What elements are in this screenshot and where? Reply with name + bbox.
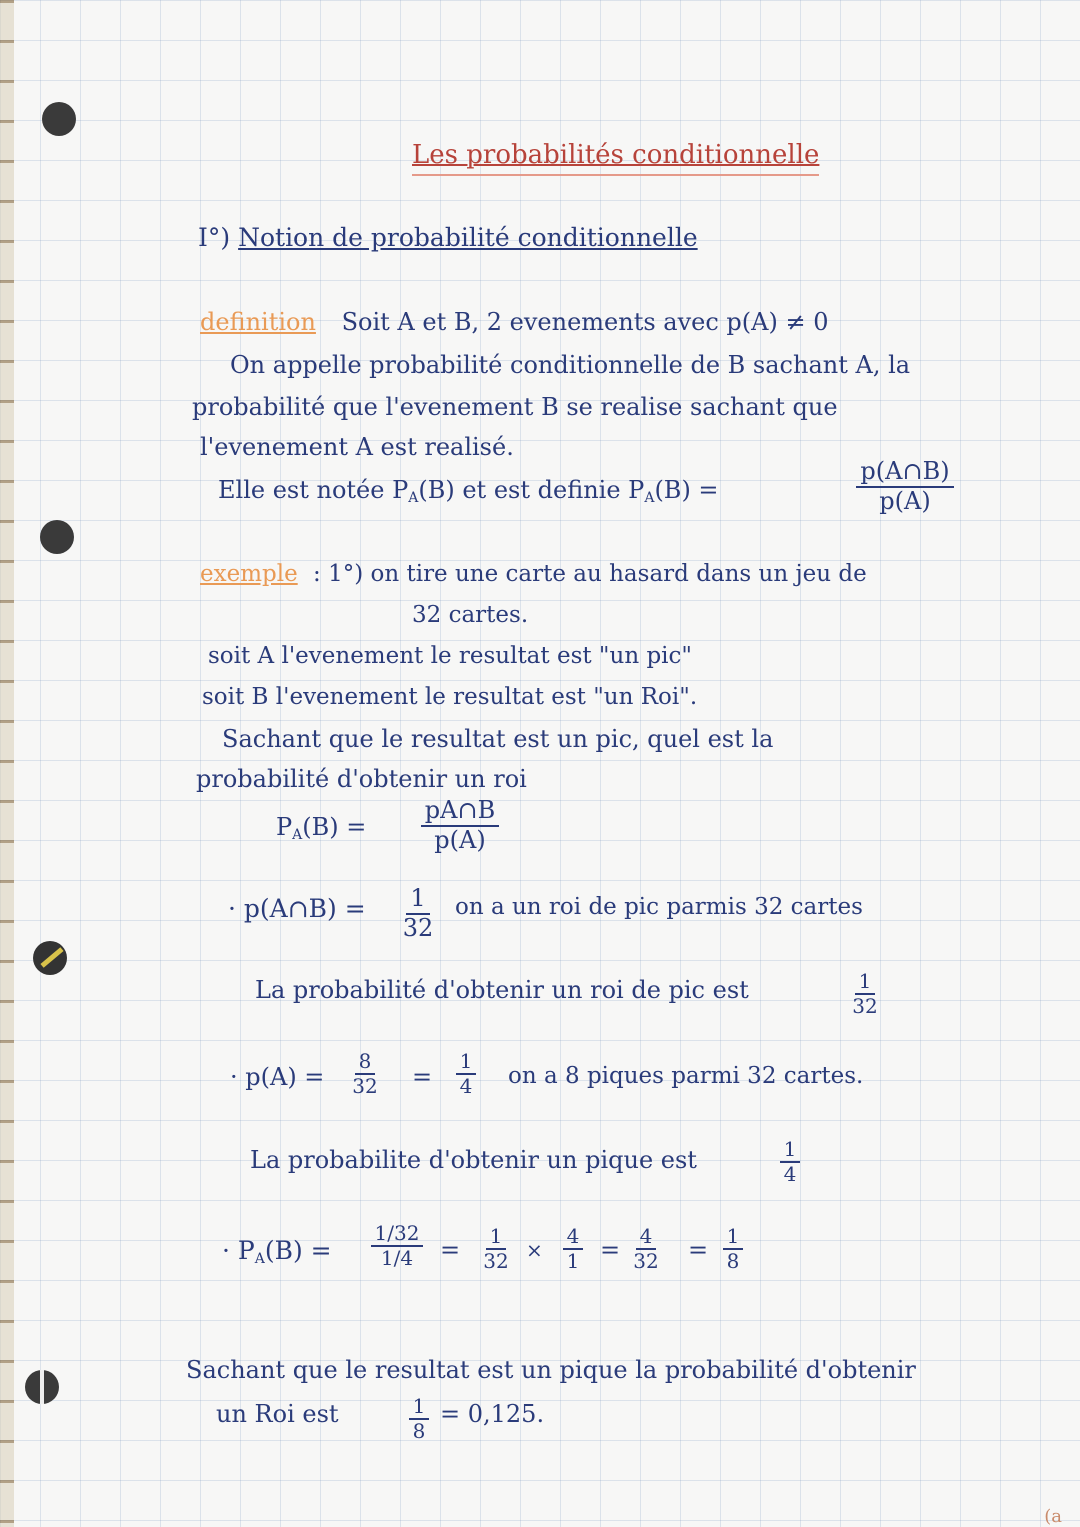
intersection-conclusion-fraction: $\frac{1}{32}$ [852,969,878,1018]
final-fraction: $\frac{1}{8}$ [404,1395,434,1443]
pa-conclusion: La probabilite d'obtenir un pique est [250,1146,697,1174]
definition-line-1: definition Soit A et B, 2 evenements avec p(A) ≠ 0 [200,308,829,336]
definition-fraction: $\frac{p(A\cap B)}{p(A)}$ [840,458,970,515]
page-left-edge [0,0,14,1527]
calc-fraction-5: $\frac{1}{8}$ [716,1225,750,1273]
example-line-5: Sachant que le resultat est un pic, quel est la [222,725,774,753]
pab-formula-fraction: $\frac{pA\cap B}{p(A)}$ [415,797,505,854]
pa-fraction-1: $\frac{8}{32}$ [352,1049,378,1098]
definition-label: definition [200,308,316,336]
final-value: = 0,125. [440,1400,545,1428]
example-line-6: probabilité d'obtenir un roi [196,765,527,793]
example-label: exemple [200,561,298,587]
section-heading [198,225,698,250]
pa-conclusion-fraction: $\frac{1}{4}$ [772,1138,808,1186]
final-line-2: un Roi est [216,1400,339,1428]
calc-fraction-1: $\frac{1/32}{1/4}$ [372,1222,422,1270]
pab-formula-left: $P_A(B)$ = [276,813,367,843]
calc-fraction-2: $\frac{1}{32}$ [483,1224,509,1273]
intersection-text: on a un roi de pic parmis 32 cartes [455,894,863,920]
calc-equals-2: = [600,1236,621,1264]
pa-fraction-2: $\frac{1}{4}$ [448,1050,484,1098]
calc-equals-1: = [440,1236,461,1264]
pa-left: · p(A) = [230,1063,325,1091]
final-line-1: Sachant que le resultat est un pique la probabilité d'obtenir [186,1356,916,1384]
calc-equals-3: = [688,1236,709,1264]
section-number: I°) [198,223,231,252]
example-line-4: soit B l'evenement le resultat est "un Roi". [202,684,698,710]
calc-fraction-3: $\frac{4}{1}$ [556,1225,590,1273]
binder-hole [42,102,76,136]
binder-hole [25,1370,59,1404]
pa-equals: = [412,1063,433,1091]
binder-hole [33,941,67,975]
definition-line-4: l'evenement A est realisé. [200,433,514,461]
intersection-conclusion: La probabilité d'obtenir un roi de pic est [255,976,749,1004]
definition-line-5: Elle est notée $P_A(B)$ et est definie $P_A(B)$ = [218,476,719,506]
example-line-2: 32 cartes. [412,602,529,628]
page-title: Les probabilités conditionnelle [412,142,819,176]
pa-text: on a 8 piques parmi 32 cartes. [508,1063,864,1089]
binder-hole [40,520,74,554]
intersection-left: · p(A∩B) = [228,894,366,923]
example-line-3: soit A l'evenement le resultat est "un pic" [208,643,692,669]
calc-times: × [526,1238,543,1262]
intersection-fraction: $\frac{1}{32}$ [402,884,434,942]
definition-line-3: probabilité que l'evenement B se realise sachant que [192,393,838,421]
corner-mark: (a [1044,1506,1062,1527]
section-label: Notion de probabilité conditionnelle [238,223,698,252]
definition-line-2: On appelle probabilité conditionnelle de B sachant A, la [230,351,911,379]
calc-left: · $P_A(B)$ = [222,1236,332,1267]
calc-fraction-4: $\frac{4}{32}$ [633,1224,659,1273]
example-line-1: exemple : 1°) on tire une carte au hasard dans un jeu de [200,561,867,587]
